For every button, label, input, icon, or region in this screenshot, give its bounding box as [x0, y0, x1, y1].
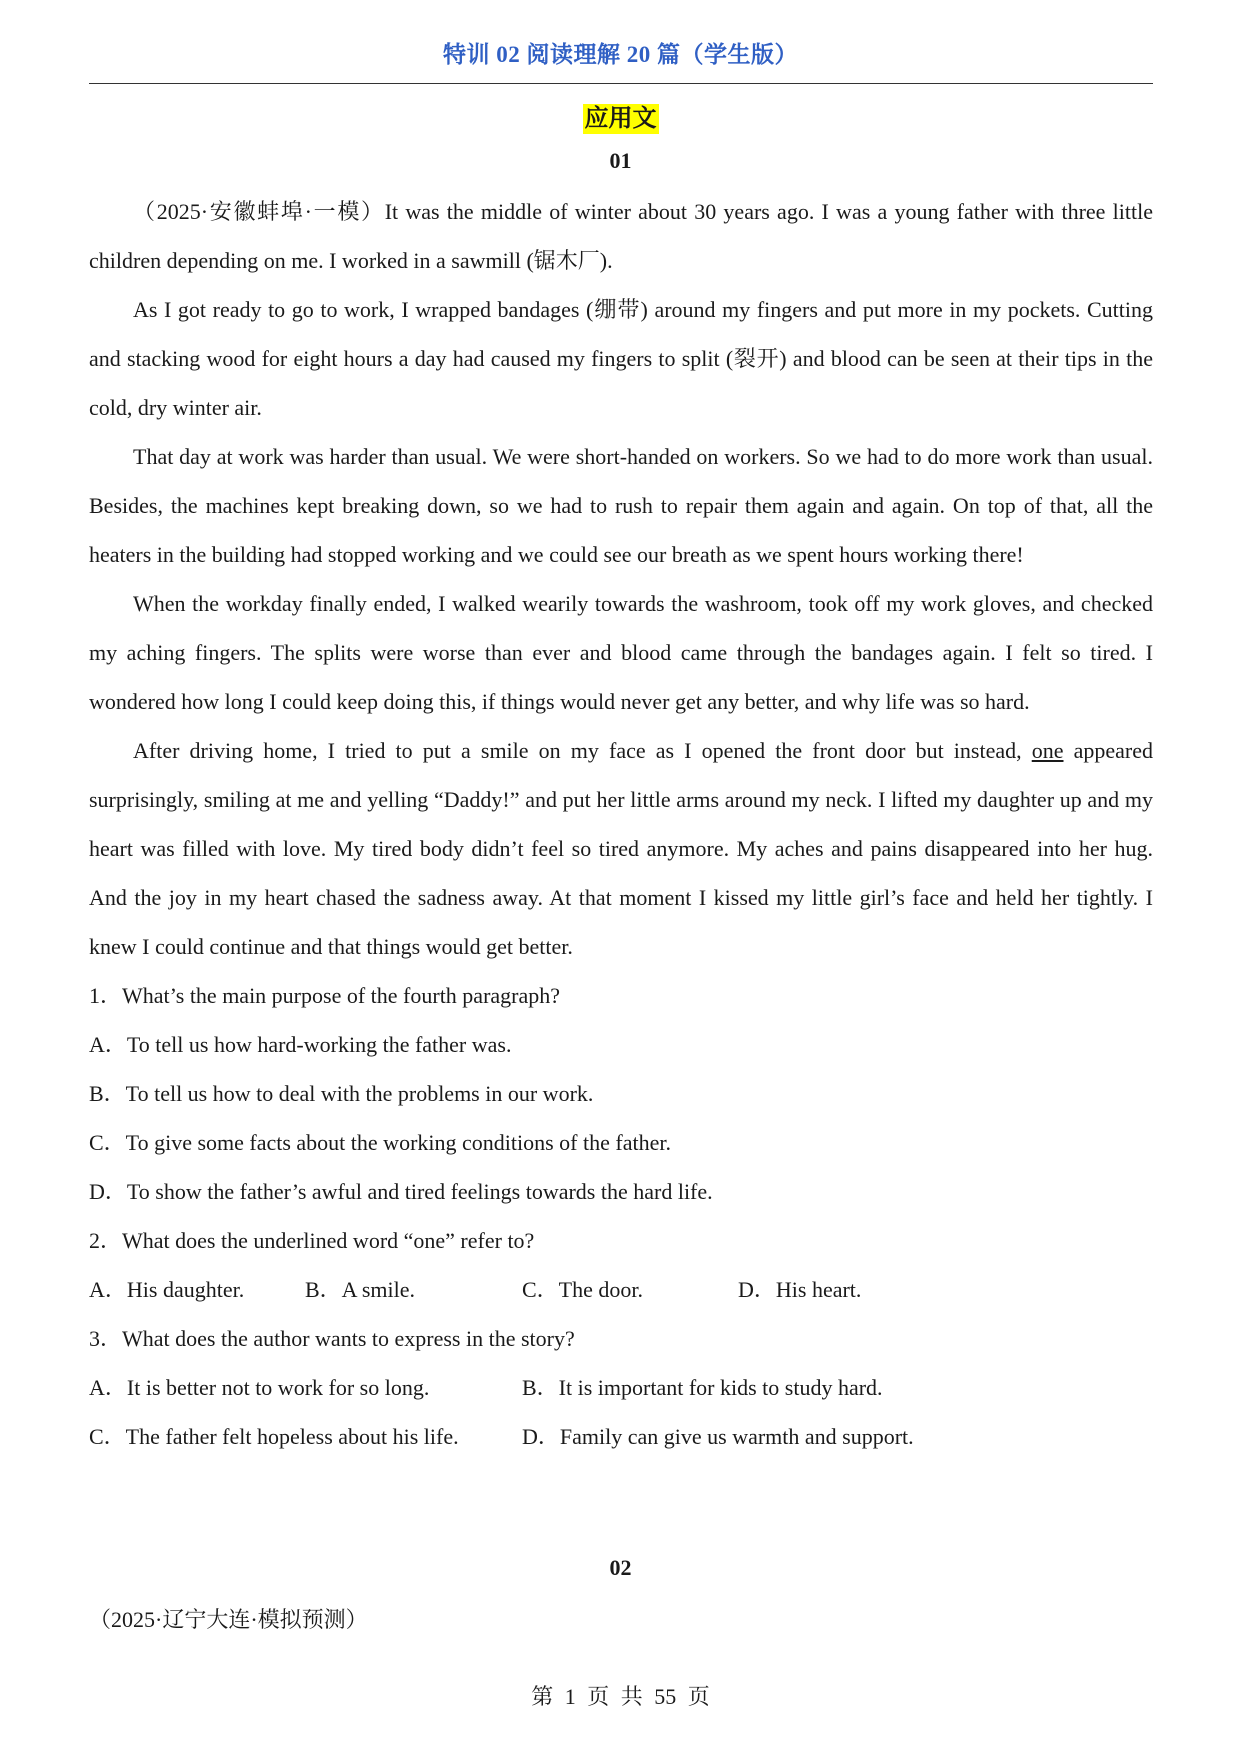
- question-3-option-a: A．It is better not to work for so long.: [89, 1375, 430, 1400]
- paragraph-5-part-1: After driving home, I tried to put a smile on my face as I opened the front door but instead,: [133, 738, 1032, 763]
- question-1-option-a: A．To tell us how hard-working the father was.: [89, 1032, 512, 1057]
- paragraph-2: As I got ready to go to work, I wrapped bandages (绷带) around my fingers and put more in my pockets. Cutting and stacking wood for eight hours a day had caused my fingers to split (裂开) and blood can be seen at their tips in the cold, dry winter air.: [89, 297, 1153, 420]
- question-3-option-d: D．Family can give us warmth and support.: [522, 1424, 914, 1449]
- question-3-options-row-2: [89, 1412, 1153, 1461]
- question-1-option-b: B．To tell us how to deal with the problems in our work.: [89, 1081, 594, 1106]
- header-title: 特训 02 阅读理解 20 篇（学生版）: [443, 42, 798, 67]
- header-rule: [89, 83, 1153, 84]
- paragraph-3: That day at work was harder than usual. We were short-handed on workers. So we had to do more work than usual. Besides, the machines kept breaking down, so we had to rush to repair them again and again. On top of that, all the heaters in the building had stopped working and we could see our breath as we spent hours working there!: [89, 444, 1153, 567]
- question-1-option-c: C．To give some facts about the working conditions of the father.: [89, 1130, 671, 1155]
- passage-number-2: 02: [609, 1555, 632, 1580]
- passage-2-source: （2025·辽宁大连·模拟预测）: [89, 1607, 368, 1632]
- paragraph-5: [89, 726, 1153, 971]
- passage-number: 01: [609, 148, 632, 173]
- question-3-stem: 3．What does the author wants to express in the story?: [89, 1326, 575, 1351]
- question-3-option-b: B．It is important for kids to study hard.: [522, 1375, 883, 1400]
- question-2-option-b: B．A smile.: [305, 1277, 416, 1302]
- question-2-option-a: A．His daughter.: [89, 1277, 245, 1302]
- question-2-option-c: C．The door.: [522, 1277, 643, 1302]
- question-2-option-d: D．His heart.: [738, 1277, 862, 1302]
- question-2-options: [89, 1265, 1153, 1314]
- question-3-options-row-1: [89, 1363, 1153, 1412]
- question-2-stem: 2．What does the underlined word “one” refer to?: [89, 1228, 535, 1253]
- page-footer: 第 1 页 共 55 页: [531, 1684, 710, 1709]
- section-title-highlight: 应用文: [584, 106, 657, 132]
- paragraph-4: When the workday finally ended, I walked wearily towards the washroom, took off my work gloves, and checked my aching fingers. The splits were worse than ever and blood came through the bandages again. I felt so tired. I wondered how long I could keep doing this, if things would never get any better, and why life was so hard.: [89, 591, 1153, 714]
- underlined-word: one: [1031, 738, 1064, 763]
- section-title: [0, 98, 1241, 133]
- paragraph-5-part-2: appeared surprisingly, smiling at me and yelling “Daddy!” and put her little arms around my neck. I lifted my daughter up and my heart was filled with love. My tired body didn’t feel so tired anymore. My aches and pains disappeared into her hug. And the joy in my heart chased the sadness away. At that moment I kissed my little girl’s face and held her tightly. I knew I could continue and that things would get better.: [89, 738, 1153, 959]
- question-3-option-c: C．The father felt hopeless about his life.: [89, 1424, 459, 1449]
- passage-body: [89, 187, 1153, 1461]
- question-1-option-d: D．To show the father’s awful and tired feelings towards the hard life.: [89, 1179, 713, 1204]
- question-1-stem: 1．What’s the main purpose of the fourth paragraph?: [89, 983, 561, 1008]
- paragraph-1: （2025·安徽蚌埠·一模）It was the middle of winter about 30 years ago. I was a young father with three little children depending on me. I worked in a sawmill (锯木厂).: [89, 199, 1153, 273]
